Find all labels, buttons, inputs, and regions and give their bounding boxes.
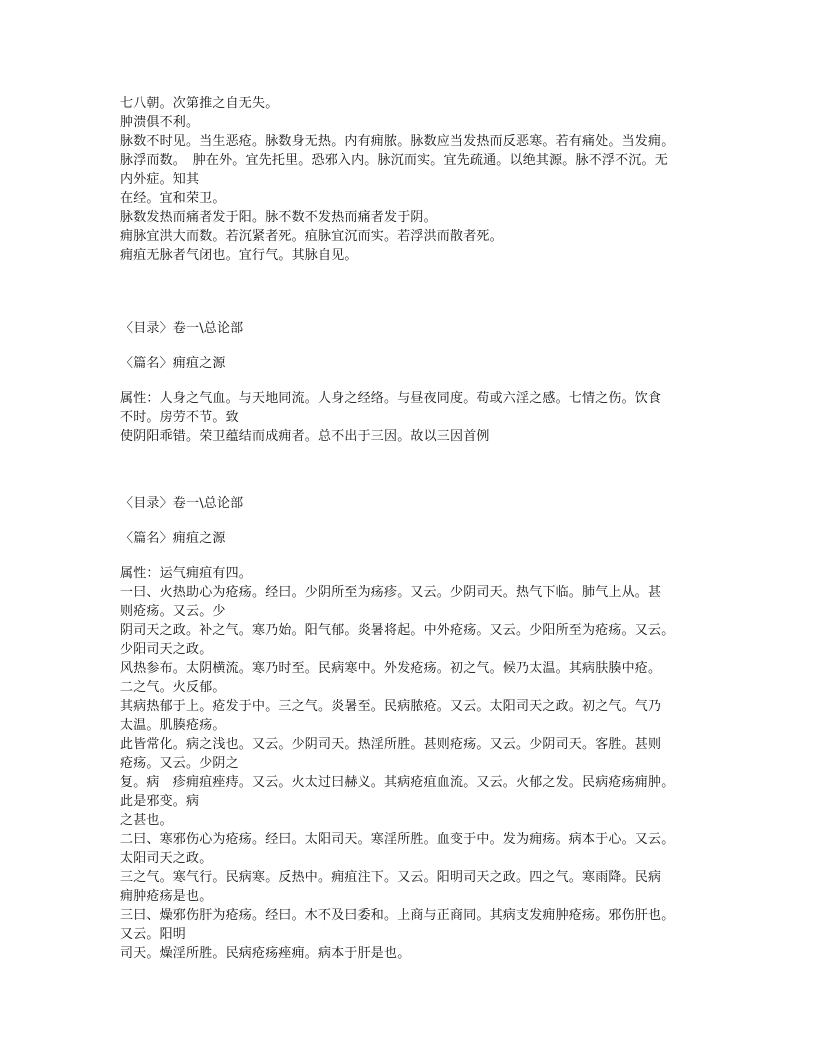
line-spacer xyxy=(120,548,700,564)
catalog-heading: 〈目录〉卷一\总论部 xyxy=(120,321,244,336)
text-line: 疮疡。又云。少阴之 xyxy=(120,756,239,771)
text-line: 少阳司天之政。 xyxy=(120,642,213,657)
line-spacer xyxy=(120,373,700,389)
text-line: 二之气。火反郁。 xyxy=(120,680,226,695)
text-line: 脉浮而数。 肿在外。宜先托里。恐邪入内。脉沉而实。宜先疏通。以绝其源。脉不浮不沉。无 xyxy=(120,153,668,168)
text-line: 二曰、寒邪伤心为疮疡。经曰。太阳司天。寒淫所胜。血变于中。发为痈疡。病本于心。又云。 xyxy=(120,832,675,847)
line-spacer xyxy=(120,513,700,529)
text-line: 不时。房劳不节。致 xyxy=(120,410,239,425)
section-three-causes xyxy=(120,319,700,446)
text-line: 属性：人身之气血。与天地同流。人身之经络。与昼夜同度。苟或六淫之感。七情之伤。饮食 xyxy=(120,391,662,406)
text-line: 其病热郁于上。疮发于中。三之气。炎暑至。民病脓疮。又云。太阳司天之政。初之气。气乃 xyxy=(120,699,662,714)
text-line: 属性：运气痈疽有四。 xyxy=(120,566,253,581)
line-spacer xyxy=(120,338,700,354)
text-line: 脉数发热而痛者发于阳。脉不数不发热而痛者发于阴。 xyxy=(120,210,437,225)
catalog-heading: 〈目录〉卷一\总论部 xyxy=(120,496,244,511)
text-line: 此皆常化。病之浅也。又云。少阴司天。热淫所胜。甚则疮疡。又云。少阴司天。客胜。甚则 xyxy=(120,737,662,752)
document-page xyxy=(120,94,700,963)
section-spacer xyxy=(120,265,700,319)
section-yunqi xyxy=(120,494,700,963)
text-line: 痈脉宜洪大而数。若沉紧者死。疽脉宜沉而实。若浮洪而散者死。 xyxy=(120,229,503,244)
text-line: 脉数不时见。当生恶疮。脉数身无热。内有痈脓。脉数应当发热而反恶寒。若有痛处。当发痈。 xyxy=(120,134,675,149)
text-line: 太温。肌腠疮疡。 xyxy=(120,718,226,733)
text-line: 一曰、火热助心为疮疡。经曰。少阴所至为疡疹。又云。少阴司天。热气下临。肺气上从。甚 xyxy=(120,585,662,600)
text-line: 使阴阳乖错。荣卫蕴结而成痈者。总不出于三因。故以三因首例 xyxy=(120,429,490,444)
text-line: 在经。宜和荣卫。 xyxy=(120,191,226,206)
chapter-title: 〈篇名〉痈疽之源 xyxy=(120,531,226,546)
text-line: 则疮疡。又云。少 xyxy=(120,604,226,619)
text-line: 阴司天之政。补之气。寒乃始。阳气郁。炎暑将起。中外疮疡。又云。少阳所至为疮疡。又云。 xyxy=(120,623,675,638)
section-pulse-text xyxy=(120,94,700,265)
text-line: 之甚也。 xyxy=(120,813,173,828)
text-line: 七八朝。次第推之自无失。 xyxy=(120,96,279,111)
text-line: 又云。阳明 xyxy=(120,927,187,942)
text-line: 司天。燥淫所胜。民病疮疡痤痈。病本于肝是也。 xyxy=(120,946,411,961)
text-line: 三之气。寒气行。民病寒。反热中。痈疽注下。又云。阳明司天之政。四之气。寒雨降。民病 xyxy=(120,870,662,885)
text-line: 肿溃俱不利。 xyxy=(120,115,200,130)
text-line: 三曰、燥邪伤肝为疮疡。经曰。木不及曰委和。上商与正商同。其病支发痈肿疮疡。邪伤肝也。 xyxy=(120,908,675,923)
text-line: 痈肿疮疡是也。 xyxy=(120,889,213,904)
text-line: 痈疽无脉者气闭也。宜行气。其脉自见。 xyxy=(120,248,358,263)
text-line: 复。病 疹痈疽痤痔。又云。火太过曰赫义。其病疮疽血流。又云。火郁之发。民病疮疡痈肿。 xyxy=(120,775,675,790)
text-line: 内外症。知其 xyxy=(120,172,200,187)
text-line: 风热参布。太阴横流。寒乃时至。民病寒中。外发疮疡。初之气。候乃太温。其病肤腠中疮。 xyxy=(120,661,662,676)
section-spacer xyxy=(120,446,700,494)
chapter-title: 〈篇名〉痈疽之源 xyxy=(120,356,226,371)
text-line: 此是邪变。病 xyxy=(120,794,200,809)
text-line: 太阳司天之政。 xyxy=(120,851,213,866)
